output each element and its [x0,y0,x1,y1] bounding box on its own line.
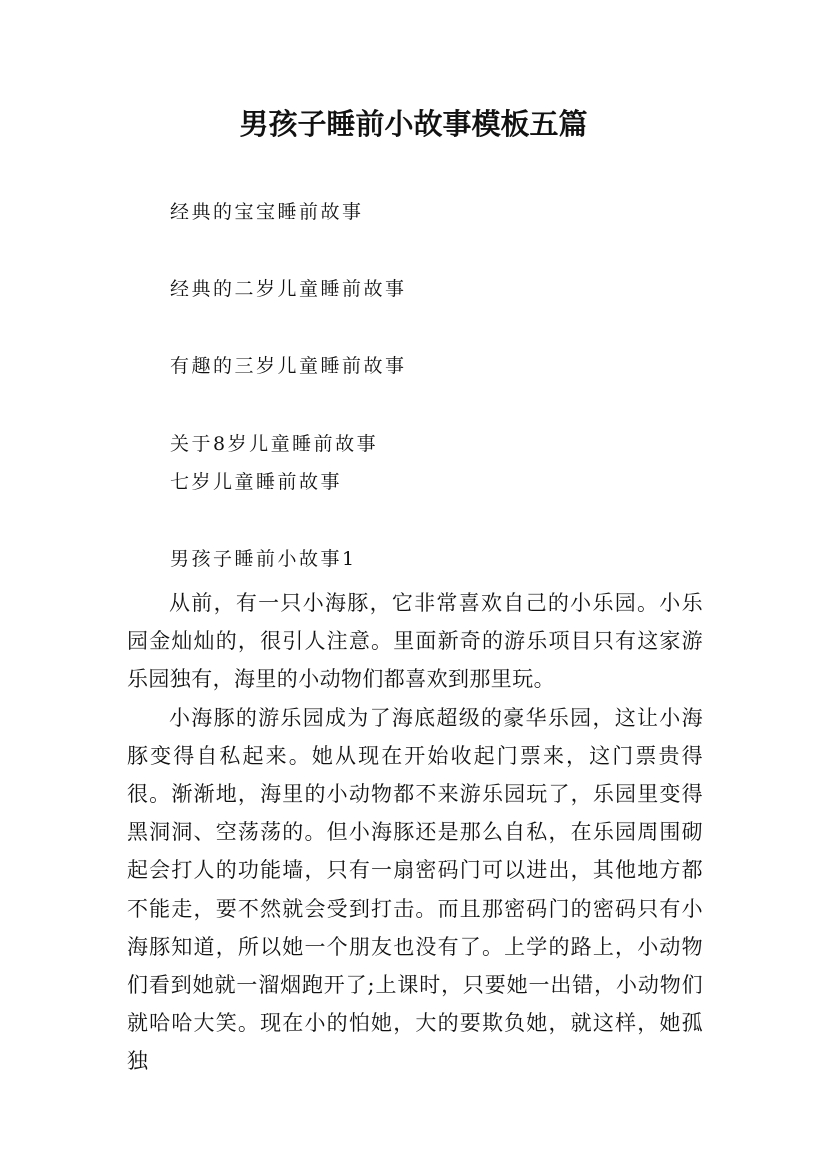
toc-item-2: 经典的二岁儿童睡前故事 [170,278,407,300]
paragraph-1: 从前，有一只小海豚，它非常喜欢自己的小乐园。小乐园金灿灿的，很引人注意。里面新奇的游乐项目只有这家游乐园独有，海里的小动物们都喜欢到那里玩。 [127,591,703,692]
toc-item-3: 有趣的三岁儿童睡前故事 [170,355,407,377]
toc-item-4: 关于8岁儿童睡前故事 [170,433,379,455]
story-body [127,584,703,1081]
paragraph-2: 小海豚的游乐园成为了海底超级的豪华乐园，这让小海豚变得自私起来。她从现在开始收起门票来，这门票贵得很。渐渐地，海里的小动物都不来游乐园玩了，乐园里变得黑洞洞、空荡荡的。但小海豚还是那么自私，在乐园周围砌起会打人的功能墙，只有一扇密码门可以进出，其他地方都不能走，要不然就会受到打击。而且那密码门的密码只有小海豚知道，所以她一个朋友也没有了。上学的路上，小动物们看到她就一溜烟跑开了;上课时，只要她一出错，小动物们就哈哈大笑。现在小的怕她，大的要欺负她，就这样，她孤独 [127,705,703,1074]
section-heading: 男孩子睡前小故事1 [170,548,357,570]
toc-item-1: 经典的宝宝睡前故事 [170,201,364,223]
document-title: 男孩子睡前小故事模板五篇 [239,107,588,141]
toc-item-5: 七岁儿童睡前故事 [170,471,343,493]
